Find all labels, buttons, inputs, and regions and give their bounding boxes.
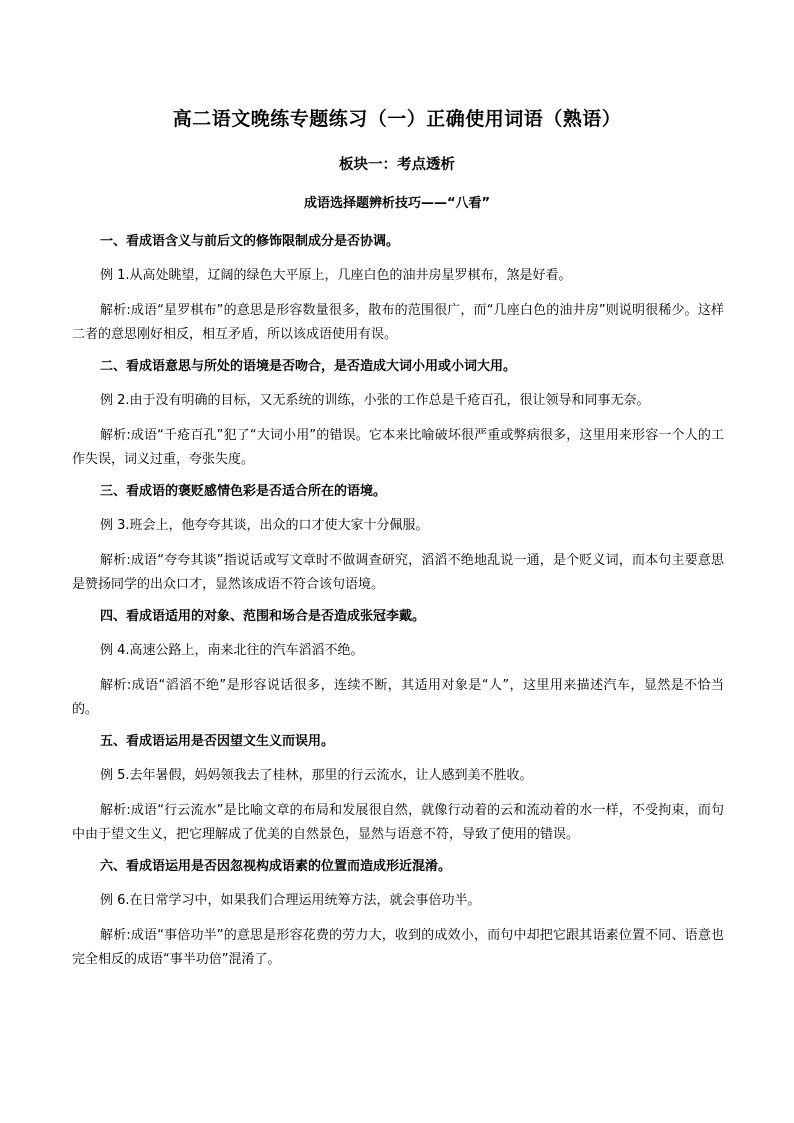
- sub-title: 成语选择题辨析技巧——“八看”: [303, 196, 491, 211]
- item-3-example: 例 3.班会上，他夸夸其谈，出众的口才使大家十分佩服。: [100, 518, 429, 533]
- item-4-analysis: 解析:成语“滔滔不绝”是形容说话很多，连续不断，其适用对象是“人”，这里用来描述汽车，显然是不恰当的。: [72, 678, 724, 717]
- item-3-heading: 三、看成语的褒贬感情色彩是否适合所在的语境。: [100, 484, 387, 499]
- item-6-analysis: 解析:成语“事倍功半”的意思是形容花费的劳力大，收到的成效小，而句中却把它跟其语素位置不同、语意也完全相反的成语“事半功倍”混淆了。: [72, 928, 724, 967]
- item-2-heading: 二、看成语意思与所处的语境是否吻合，是否造成大词小用或小词大用。: [100, 359, 517, 374]
- item-2-example: 例 2.由于没有明确的目标，又无系统的训练，小张的工作总是千疮百孔，很让领导和同事无奈。: [100, 393, 650, 408]
- item-6-example: 例 6.在日常学习中，如果我们合理运用统筹方法，就会事倍功半。: [100, 893, 481, 908]
- item-3-analysis: 解析:成语“夸夸其谈”指说话或写文章时不做调查研究，滔滔不绝地乱说一通，是个贬义词，而本句主要意思是赞扬同学的出众口才，显然该成语不符合该句语境。: [72, 553, 724, 592]
- item-5-analysis: 解析:成语“行云流水”是比喻文章的布局和发展很自然，就像行动着的云和流动着的水一样，不受拘束，而句中由于望文生义，把它理解成了优美的自然景色，显然与语意不符，导致了使用的错误。: [72, 803, 724, 842]
- document-title: 高二语文晚练专题练习（一）正确使用词语（熟语）: [172, 108, 622, 130]
- item-4-example: 例 4.高速公路上，南来北往的汽车滔滔不绝。: [100, 643, 364, 658]
- item-2-analysis: 解析:成语“千疮百孔”犯了“大词小用”的错误。它本来比喻破坏很严重或弊病很多，这里用来形容一个人的工作失误，词义过重，夸张失度。: [72, 428, 724, 467]
- item-1-analysis: 解析:成语“星罗棋布”的意思是形容数量很多，散布的范围很广，而“几座白色的油井房”则说明很稀少。这样二者的意思刚好相反，相互矛盾，所以该成语使用有误。: [72, 303, 724, 342]
- item-5-heading: 五、看成语运用是否因望文生义而误用。: [100, 734, 335, 749]
- item-1-example: 例 1.从高处眺望，辽阔的绿色大平原上，几座白色的油井房星罗棋布，煞是好看。: [100, 268, 572, 283]
- item-6-heading: 六、看成语运用是否因忽视构成语素的位置而造成形近混淆。: [100, 859, 452, 874]
- item-5-example: 例 5.去年暑假，妈妈领我去了桂林，那里的行云流水，让人感到美不胜收。: [100, 768, 533, 783]
- item-4-heading: 四、看成语适用的对象、范围和场合是否造成张冠李戴。: [100, 609, 426, 624]
- section-title: 板块一：考点透析: [339, 157, 455, 173]
- document-body: [72, 231, 724, 981]
- item-1-heading: 一、看成语含义与前后文的修饰限制成分是否协调。: [100, 234, 400, 249]
